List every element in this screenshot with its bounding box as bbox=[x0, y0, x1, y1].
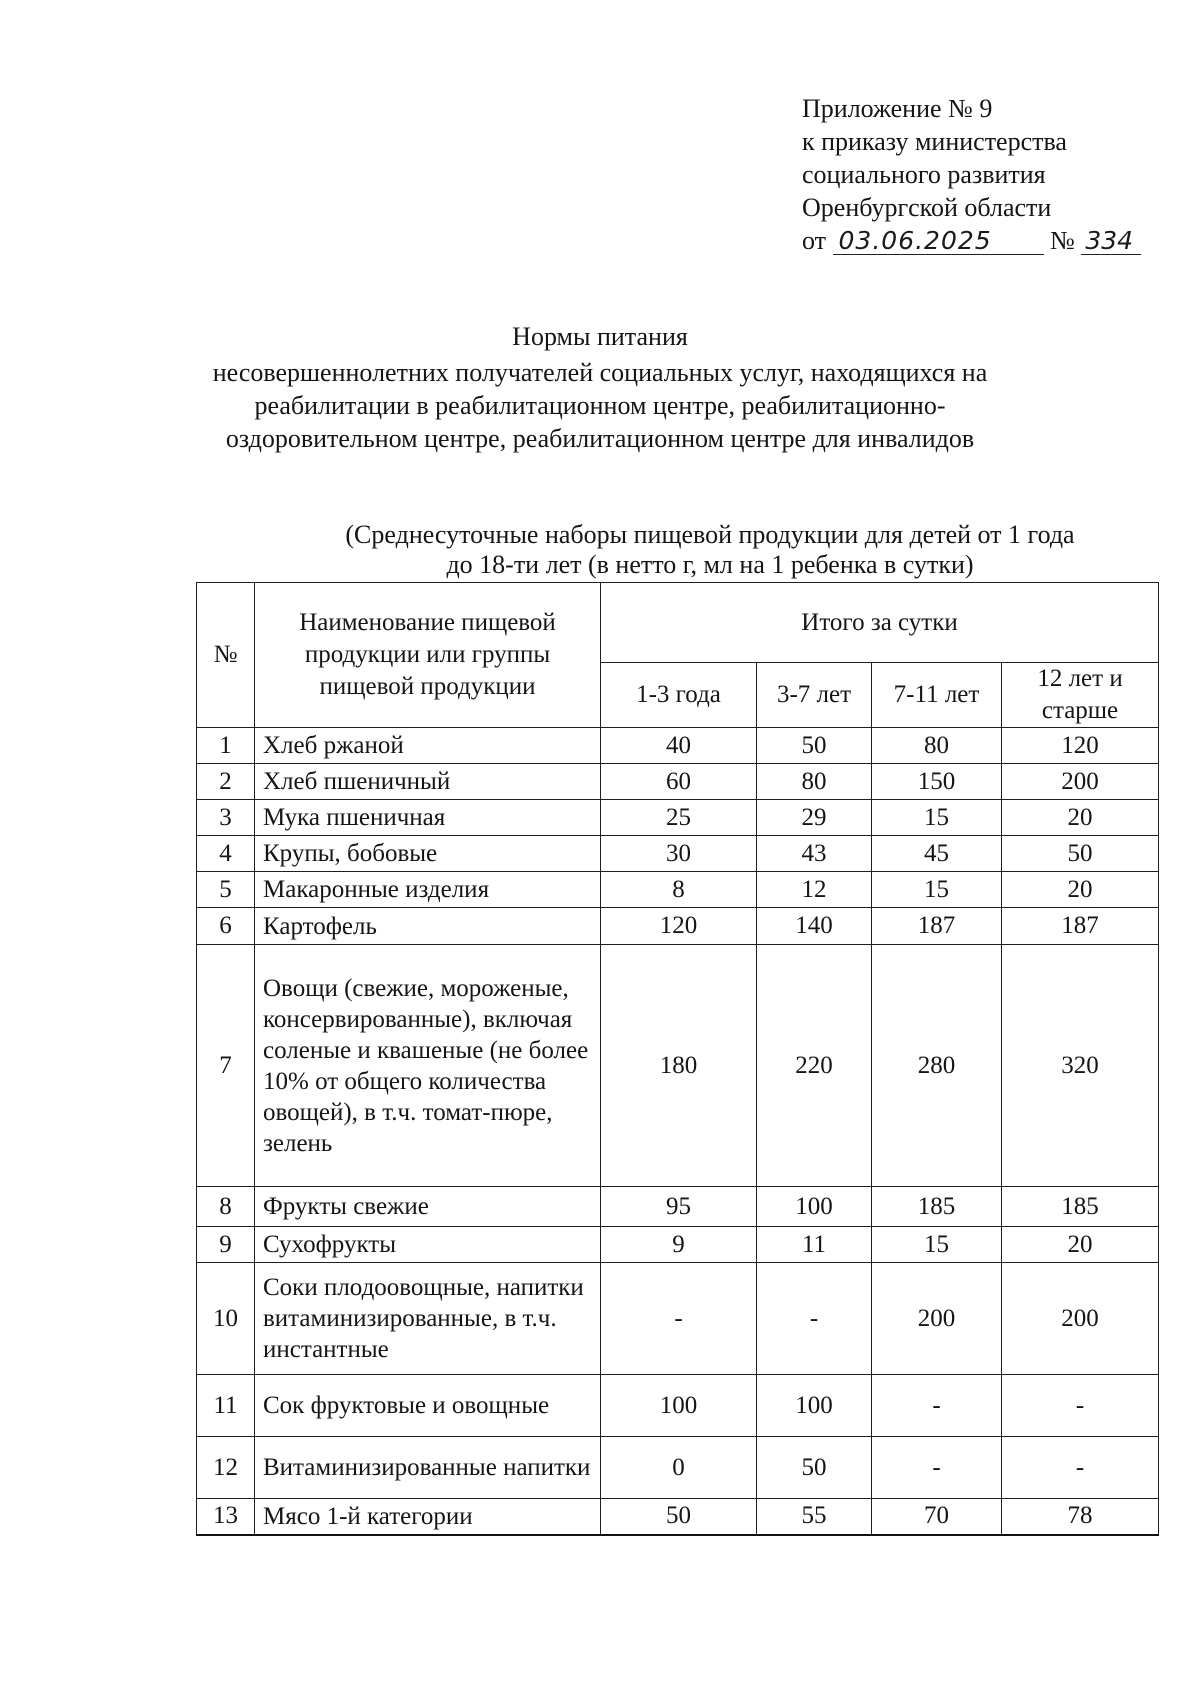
table-row bbox=[197, 1187, 1159, 1227]
norm-value: 187 bbox=[1002, 908, 1159, 945]
norm-value: 100 bbox=[601, 1375, 757, 1437]
product-name: Соки плодоовощные, напитки витаминизированные, в т.ч. инстантные bbox=[255, 1263, 601, 1375]
product-name: Хлеб ржаной bbox=[255, 728, 601, 764]
norm-value: 78 bbox=[1002, 1499, 1159, 1535]
norm-value: 320 bbox=[1002, 945, 1159, 1187]
norm-value: 280 bbox=[872, 945, 1002, 1187]
norm-value: 20 bbox=[1002, 872, 1159, 908]
norm-value: 120 bbox=[601, 908, 757, 945]
order-from-label: от bbox=[802, 226, 827, 255]
row-number: 11 bbox=[197, 1375, 255, 1437]
nutrition-norms-table bbox=[196, 582, 1159, 1536]
norm-value: 50 bbox=[757, 728, 872, 764]
norm-value: - bbox=[601, 1263, 757, 1375]
annex-order-line bbox=[802, 224, 1141, 257]
column-header-name: Наименование пищевой продукции или группы пищевой продукции bbox=[255, 583, 601, 728]
heading-line: оздоровительном центре, реабилитационном центре для инвалидов bbox=[225, 424, 975, 453]
norm-value: 20 bbox=[1002, 800, 1159, 836]
table-row bbox=[197, 1499, 1159, 1535]
norm-value: 100 bbox=[757, 1375, 872, 1437]
norm-value: 8 bbox=[601, 872, 757, 908]
table-row bbox=[197, 728, 1159, 764]
column-header-age-12-plus: 12 лет и старше bbox=[1002, 663, 1159, 728]
table-body bbox=[197, 728, 1159, 1535]
norm-value: 185 bbox=[872, 1187, 1002, 1227]
table-row bbox=[197, 1263, 1159, 1375]
column-header-age-1-3: 1-3 года bbox=[601, 663, 757, 728]
table-row bbox=[197, 764, 1159, 800]
norm-value: 185 bbox=[1002, 1187, 1159, 1227]
norm-value: 55 bbox=[757, 1499, 872, 1535]
product-name: Сухофрукты bbox=[255, 1227, 601, 1263]
norm-value: 12 bbox=[757, 872, 872, 908]
table-row bbox=[197, 1227, 1159, 1263]
norm-value: 45 bbox=[872, 836, 1002, 872]
norm-value: 60 bbox=[601, 764, 757, 800]
subtitle-line: (Среднесуточные наборы пищевой продукции для детей от 1 года bbox=[345, 520, 1075, 549]
table-row bbox=[197, 1437, 1159, 1499]
row-number: 2 bbox=[197, 764, 255, 800]
product-name: Мясо 1-й категории bbox=[255, 1499, 601, 1535]
table-row bbox=[197, 908, 1159, 945]
norm-value: 200 bbox=[1002, 1263, 1159, 1375]
column-header-age-7-11: 7-11 лет bbox=[872, 663, 1002, 728]
product-name: Сок фруктовые и овощные bbox=[255, 1375, 601, 1437]
norm-value: 80 bbox=[757, 764, 872, 800]
document-subtitle bbox=[290, 520, 1130, 580]
product-name: Картофель bbox=[255, 908, 601, 945]
norm-value: 200 bbox=[872, 1263, 1002, 1375]
heading-line: реабилитации в реабилитационном центре, реабилитационно- bbox=[254, 391, 946, 420]
norm-value: 29 bbox=[757, 800, 872, 836]
table-row bbox=[197, 800, 1159, 836]
table-row bbox=[197, 1375, 1159, 1437]
product-name: Фрукты свежие bbox=[255, 1187, 601, 1227]
row-number: 13 bbox=[197, 1499, 255, 1535]
table-row bbox=[197, 836, 1159, 872]
norm-value: 70 bbox=[872, 1499, 1002, 1535]
row-number: 9 bbox=[197, 1227, 255, 1263]
product-name: Крупы, бобовые bbox=[255, 836, 601, 872]
norm-value: 25 bbox=[601, 800, 757, 836]
product-name: Витаминизированные напитки bbox=[255, 1437, 601, 1499]
document-title: Нормы питания bbox=[512, 322, 688, 351]
table-row bbox=[197, 945, 1159, 1187]
product-name: Мука пшеничная bbox=[255, 800, 601, 836]
norm-value: 187 bbox=[872, 908, 1002, 945]
norm-value: 50 bbox=[757, 1437, 872, 1499]
norm-value: 11 bbox=[757, 1227, 872, 1263]
row-number: 4 bbox=[197, 836, 255, 872]
norm-value: - bbox=[872, 1375, 1002, 1437]
order-number: 334 bbox=[1081, 228, 1141, 255]
norm-value: 150 bbox=[872, 764, 1002, 800]
subtitle-line: до 18-ти лет (в нетто г, мл на 1 ребенка в сутки) bbox=[446, 550, 974, 579]
column-header-daily-total: Итого за сутки bbox=[601, 583, 1159, 663]
norm-value: 220 bbox=[757, 945, 872, 1187]
norm-value: 95 bbox=[601, 1187, 757, 1227]
norm-value: - bbox=[1002, 1437, 1159, 1499]
annex-line-1: Приложение № 9 bbox=[802, 94, 993, 123]
norm-value: 140 bbox=[757, 908, 872, 945]
row-number: 12 bbox=[197, 1437, 255, 1499]
order-number-label: № bbox=[1050, 226, 1075, 255]
row-number: 6 bbox=[197, 908, 255, 945]
norm-value: 30 bbox=[601, 836, 757, 872]
heading-line: несовершеннолетних получателей социальных услуг, находящихся на bbox=[212, 358, 988, 387]
norm-value: 40 bbox=[601, 728, 757, 764]
norm-value: - bbox=[1002, 1375, 1159, 1437]
document-heading bbox=[0, 356, 1200, 455]
row-number: 8 bbox=[197, 1187, 255, 1227]
row-number: 1 bbox=[197, 728, 255, 764]
product-name: Овощи (свежие, мороженые, консервированные), включая соленые и квашеные (не более 10% от общего количества овощей), в т.ч. томат-пюре, зелень bbox=[255, 945, 601, 1187]
row-number: 7 bbox=[197, 945, 255, 1187]
annex-line-4: Оренбургской области bbox=[802, 193, 1052, 222]
row-number: 5 bbox=[197, 872, 255, 908]
norm-value: 15 bbox=[872, 800, 1002, 836]
norm-value: 80 bbox=[872, 728, 1002, 764]
norm-value: - bbox=[757, 1263, 872, 1375]
column-header-age-3-7: 3-7 лет bbox=[757, 663, 872, 728]
norm-value: 50 bbox=[1002, 836, 1159, 872]
annex-line-2: к приказу министерства bbox=[802, 127, 1067, 156]
norm-value: 50 bbox=[601, 1499, 757, 1535]
table-row bbox=[197, 872, 1159, 908]
norm-value: 0 bbox=[601, 1437, 757, 1499]
norm-value: 43 bbox=[757, 836, 872, 872]
norm-value: 180 bbox=[601, 945, 757, 1187]
column-header-number: № bbox=[197, 583, 255, 728]
norm-value: 200 bbox=[1002, 764, 1159, 800]
norm-value: 120 bbox=[1002, 728, 1159, 764]
product-name: Макаронные изделия bbox=[255, 872, 601, 908]
norm-value: 15 bbox=[872, 872, 1002, 908]
norm-value: 15 bbox=[872, 1227, 1002, 1263]
row-number: 10 bbox=[197, 1263, 255, 1375]
norm-value: 100 bbox=[757, 1187, 872, 1227]
order-date: 03.06.2025 bbox=[833, 228, 1044, 255]
annex-line-3: социального развития bbox=[802, 160, 1046, 189]
annex-header bbox=[802, 92, 1141, 257]
norm-value: 20 bbox=[1002, 1227, 1159, 1263]
product-name: Хлеб пшеничный bbox=[255, 764, 601, 800]
row-number: 3 bbox=[197, 800, 255, 836]
norm-value: 9 bbox=[601, 1227, 757, 1263]
norm-value: - bbox=[872, 1437, 1002, 1499]
